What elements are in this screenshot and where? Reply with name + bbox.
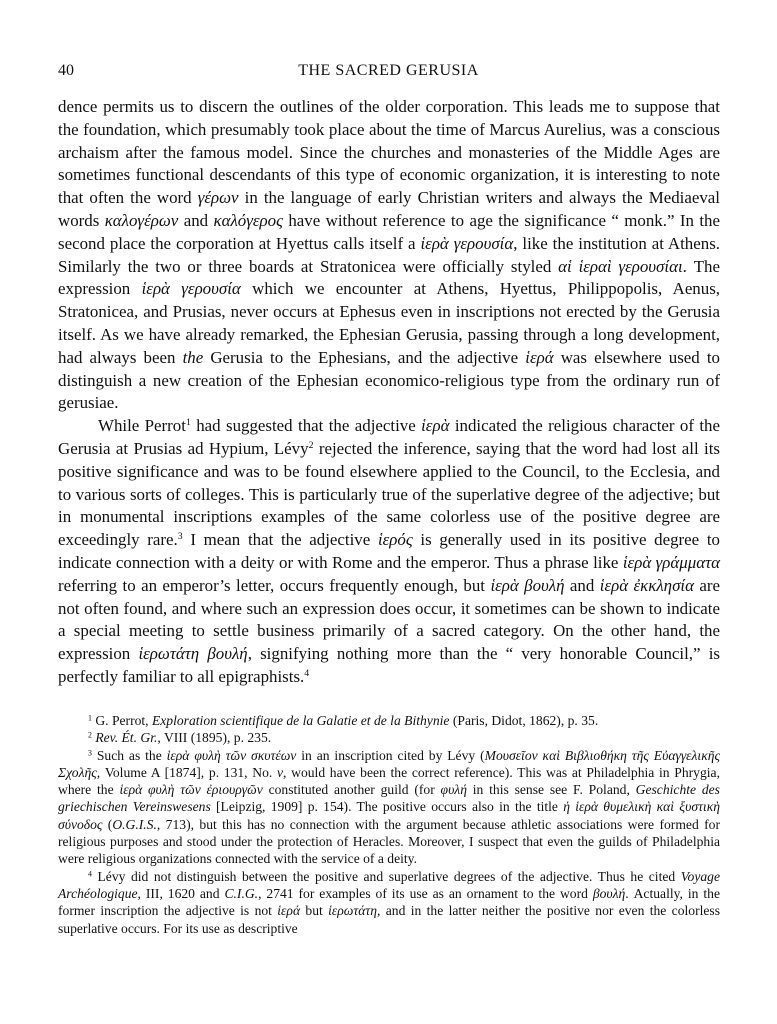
footnote-1: $^1$ G. Perrot, Exploration scientifique de la Galatie et de la Bithynie (Paris, Didot, 1862), p. 35. <box>88 713 599 728</box>
footnote-number: 2 <box>88 730 92 740</box>
greek-term: ἱερά <box>277 903 301 919</box>
page-number: 40 <box>58 62 74 79</box>
greek-term: γέρων <box>197 188 239 208</box>
citation-title: O.G.I.S. <box>112 816 157 832</box>
greek-term: φυλή <box>440 782 467 798</box>
greek-term: ἱερὰ φυλὴ τῶν σκυτέων <box>166 747 297 763</box>
citation-title: Voyage Archéologique <box>58 868 720 901</box>
running-title: THE SACRED GERUSIA <box>298 62 479 79</box>
greek-term: ν <box>276 764 284 780</box>
greek-term: αἱ ἱεραὶ γερουσίαι <box>558 256 683 276</box>
greek-term: ἱερωτάτη <box>328 903 378 919</box>
citation-title: Rev. Ét. Gr. <box>95 730 158 746</box>
greek-term: καλογέρων <box>104 210 179 230</box>
citation-title: Geschichte des griechischen Vereinswesens <box>58 782 720 815</box>
footnote-3: $^3$ Such as the ἱερὰ φυλὴ τῶν σκυτέων in an inscription cited by Lévy (Μουσεῖον καὶ Βιβλιοθήκη τῆς Εὐαγγελικῆς Σχολῆς, Volume A [1874], p. 131, No. ν, would have been the correct reference). This was at Philadelphia in Phrygia, where the ἱερὰ φυλὴ τῶν ἐριουργῶν constituted another guild (for φυλή in this sense see F. Poland, Geschichte des griechischen Vereinswesens [Leipzig, 1909] p. 154). The positive occurs also in the title ἡ ἱερὰ θυμελικὴ καὶ ξυστικὴ σύνοδος (O.G.I.S., 713), but this has no connection with the argument because athletic associations were formed for religious purposes and stood under the protection of Heracles. Moreover, I suspect that even the guilds of Philadelphia were religious organizations connected with the service of a deity. <box>58 747 720 867</box>
footnote-ref[interactable]: 1 <box>185 417 191 429</box>
main-text <box>58 96 720 689</box>
paragraph-1: dence permits us to discern the outlines of the older corporation. This leads me to suppose that the foundation, which presumably took place about the time of Marcus Aurelius, was a conscious archaism after the famous model. Since the churches and monasteries of the Middle Ages are sometimes functional descendants of this type of economic organization, it is interesting to note that often the word γέρων in the language of early Christian writers and always the Mediaeval words καλογέρων and καλόγερος have without reference to age the significance “ monk.” In the second place the corporation at Hyettus calls itself a ἱερὰ γερουσία, like the institution at Athens. Similarly the two or three boards at Stratonicea were officially styled αἱ ἱεραὶ γερουσίαι. The expression ἱερὰ γερουσία which we encounter at Athens, Hyettus, Philippopolis, Aenus, Stratonicea, and Prusias, never occurs at Ephesus even in inscriptions not erected by the Gerusia itself. As we have already remarked, the Ephesian Gerusia, passing through a long development, had always been the Gerusia to the Ephesians, and the adjective ἱερά was elsewhere used to distinguish a new creation of the Ephesian economico-religious type from the ordinary run of gerusiae. <box>58 97 721 413</box>
greek-term: ἱερός <box>377 530 413 550</box>
paragraph-2: While Perrot$^1$ had suggested that the adjective ἱερὰ indicated the religious character of the Gerusia at Prusias ad Hypium, Lévy$^2$ rejected the inference, saying that the word had lost all its positive significance and was to be found elsewhere applied to the Council, to the Ecclesia, and to various sorts of colleges. This is particularly true of the superlative degree of the adjective; but in monumental inscriptions examples of the same colorless use of the positive degree are exceedingly rare.$^3$ I mean that the adjective ἱερός is generally used in its positive degree to indicate connection with a deity or with Rome and the emperor. Thus a phrase like ἱερὰ γράμματα referring to an emperor’s letter, occurs frequently enough, but ἱερὰ βουλή and ἱερὰ ἐκκλησία are not often found, and where such an expression does occur, it sometimes can be shown to indicate a special meeting to settle business primarily of a sacred category. On the other hand, the expression ἱερωτάτη βουλή, signifying nothing more than the “ very honorable Council,” is perfectly familiar to all epigraphists.$^4$ <box>58 416 720 686</box>
footnote-4: $^4$ Lévy did not distinguish between the positive and superlative degrees of the adjective. Thus he cited Voyage Archéologique, III, 1620 and C.I.G., 2741 for examples of its use as an ornament to the word βουλή. Actually, in the former inscription the adjective is not ἱερά but ἱερωτάτη, and in the latter neither the positive nor even the colorless superlative occurs. For its use as descriptive <box>58 868 720 936</box>
greek-term: ἱερὰ ἐκκλησία <box>599 575 694 595</box>
greek-term: ἱερὰ γερουσία <box>420 233 514 253</box>
footnotes <box>58 712 720 937</box>
greek-term: ἡ ἱερὰ θυμελικὴ καὶ ξυστικὴ σύνοδος <box>58 799 720 832</box>
greek-term: ἱερὰ βουλή <box>490 575 565 595</box>
footnote-number: 3 <box>88 747 92 757</box>
footnote-ref[interactable]: 4 <box>304 668 310 680</box>
greek-term: ἱερὰ <box>421 416 450 436</box>
greek-term: ἱερὰ φυλὴ τῶν ἐριουργῶν <box>119 782 263 798</box>
page-header <box>58 62 719 86</box>
greek-term: ἱερωτάτη βουλή <box>138 644 248 664</box>
footnote-number: 1 <box>88 713 92 723</box>
emphasis: the <box>182 347 204 367</box>
greek-term: καλόγερος <box>213 210 283 230</box>
greek-term: βουλή <box>592 885 626 901</box>
citation-title: C.I.G. <box>224 885 259 901</box>
footnote-ref[interactable]: 3 <box>177 531 183 543</box>
greek-term: ἱερά <box>525 347 554 367</box>
citation-title: Exploration scientifique de la Galatie et de la Bithynie <box>151 713 450 728</box>
greek-term: Μουσεῖον καὶ Βιβλιοθήκη τῆς Εὐαγγελικῆς Σχολῆς <box>58 747 720 780</box>
greek-term: ἱερὰ γερουσία <box>141 279 241 299</box>
footnote-number: 4 <box>88 868 92 878</box>
greek-term: ἱερὰ γράμματα <box>622 552 720 572</box>
footnote-ref[interactable]: 2 <box>308 440 314 452</box>
footnote-2: $^2$ Rev. Ét. Gr., VIII (1895), p. 235. <box>88 730 272 746</box>
